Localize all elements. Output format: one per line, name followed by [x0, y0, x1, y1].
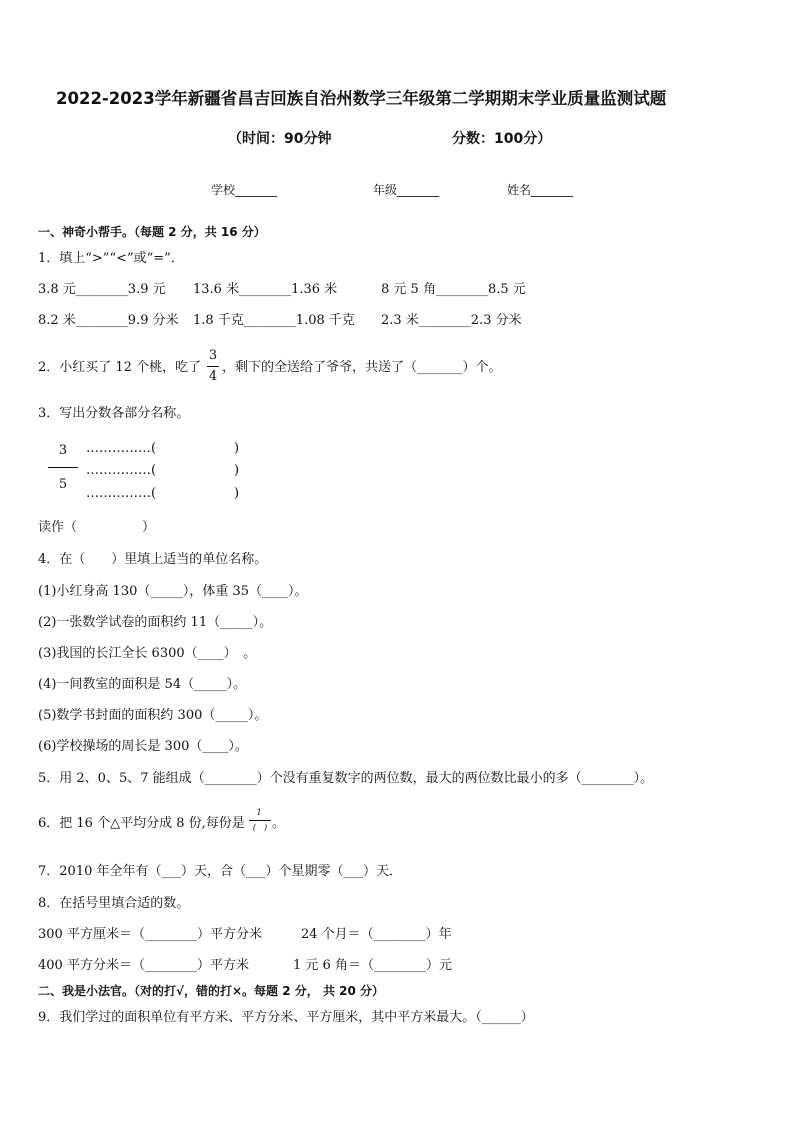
q4-prompt: 4．在（ ）里填上适当的单位名称。	[38, 552, 268, 567]
q1-row1-item3[interactable]: 8 元 5 角________8.5 元	[381, 282, 526, 297]
q1-row2-item2[interactable]: 1.8 千克________1.08 千克	[193, 313, 355, 328]
q2-text-before: 2．小红买了 12 个桃，吃了	[38, 360, 202, 375]
q9-text[interactable]: 9．我们学过的面积单位有平方米、平方分米、平方厘米，其中平方米最大。（______）	[38, 1010, 534, 1025]
q2-fraction-bar	[207, 366, 219, 367]
q4-item-6[interactable]: (6)学校操场的周长是 300（____）。	[38, 739, 248, 754]
q2-fraction-denominator: 4	[208, 369, 218, 384]
q3-denominator: 5	[58, 477, 68, 492]
q3-read-as[interactable]: 读作（ ）	[38, 520, 156, 535]
q8-prompt: 8．在括号里填合适的数。	[38, 896, 190, 911]
q6-fraction-denominator[interactable]: ( )	[252, 823, 268, 832]
q1-prompt: 1．填上“>”“<”或“=”．	[38, 251, 184, 266]
section1-heading: 一、神奇小帮手。（每题 2 分，共 16 分）	[38, 225, 266, 239]
section2-heading: 二、我是小法官。（对的打√，错的打×。每题 2 分， 共 20 分）	[38, 984, 384, 998]
q4-item-2[interactable]: (2)一张数学试卷的面积约 11（_____）。	[38, 615, 273, 630]
q1-row2-item1[interactable]: 8.2 米________9.9 分米	[38, 313, 179, 328]
q6-text: 6．把 16 个△平均分成 8 份,每份是	[38, 816, 245, 831]
q5-text[interactable]: 5．用 2、0、5、7 能组成（________）个没有重复数字的两位数，最大的两位数比最小的多（________）。	[38, 771, 654, 786]
q1-row1-item2[interactable]: 13.6 米________1.36 米	[193, 282, 338, 297]
q3-fraction-bar	[48, 467, 78, 468]
q2-fraction-numerator: 3	[208, 348, 218, 363]
name-field[interactable]: 姓名_______	[507, 183, 574, 197]
q6-text-end: 。	[272, 816, 286, 831]
school-field[interactable]: 学校_______	[211, 183, 278, 197]
q1-row1-item1[interactable]: 3.8 元________3.9 元	[38, 282, 166, 297]
q2-text-after[interactable]: ，剩下的全送给了爷爷，共送了（_______）个。	[222, 360, 502, 375]
q3-prompt: 3．写出分数各部分名称。	[38, 406, 190, 421]
q4-item-4[interactable]: (4)一间教室的面积是 54（_____）。	[38, 677, 247, 692]
q3-answer-close-2[interactable]: )	[234, 463, 240, 478]
q3-label-line-1: ……………(	[86, 441, 157, 456]
q6-fraction-bar	[249, 820, 271, 821]
q8-row2-item1[interactable]: 400 平方分米＝（________）平方米	[38, 958, 249, 973]
q8-row1-item2[interactable]: 24 个月＝（________）年	[301, 927, 452, 942]
q4-item-1[interactable]: (1)小红身高 130（_____），体重 35（____）。	[38, 584, 308, 599]
page-title: 2022-2023学年新疆省昌吉回族自治州数学三年级第二学期期末学业质量监测试题	[56, 89, 667, 108]
q7-text[interactable]: 7．2010 年全年有（___）天，合（___）个星期零（___）天．	[38, 864, 402, 879]
q8-row2-item2[interactable]: 1 元 6 角＝（________）元	[293, 958, 452, 973]
grade-field[interactable]: 年级_______	[373, 183, 440, 197]
q3-answer-close-1[interactable]: )	[234, 441, 240, 456]
q4-item-5[interactable]: (5)数学书封面的面积约 300（_____）。	[38, 708, 268, 723]
q1-row2-item3[interactable]: 2.3 米________2.3 分米	[381, 313, 522, 328]
q3-label-line-2: ……………(	[86, 463, 157, 478]
q4-item-3[interactable]: (3)我国的长江全长 6300（____） 。	[38, 646, 257, 661]
q8-row1-item1[interactable]: 300 平方厘米＝（________）平方分米	[38, 927, 262, 942]
q3-label-line-3: ……………(	[86, 486, 157, 501]
exam-score: 分数：100分）	[452, 131, 552, 147]
q3-numerator: 3	[58, 443, 68, 458]
q6-fraction-numerator: 1	[256, 808, 262, 817]
exam-time: （时间：90分钟	[228, 131, 332, 147]
q3-answer-close-3[interactable]: )	[234, 486, 240, 501]
